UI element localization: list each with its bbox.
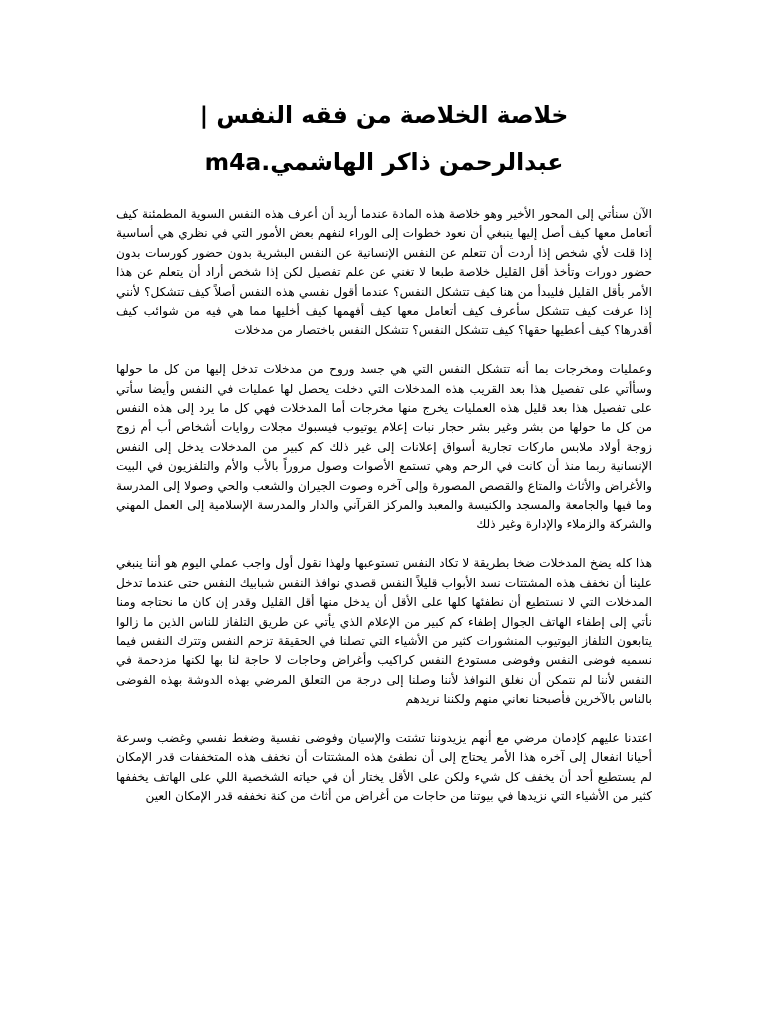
title-line-2: عبدالرحمن ذاكر الهاشمي.m4a — [204, 148, 564, 176]
document-title — [100, 92, 668, 186]
paragraph-3: هذا كله يضخ المدخلات ضخا بطريقة لا تكاد النفس تستوعبها ولهذا نقول أول واجب عملي اليوم هو أننا ينبغي علينا أن نخفف هذه المشتتات نسد الأبواب قليلاً النفس قصدي نوافذ النفس شبابيك النفس حتى عندما تدخل المدخلات التي لا نستطيع أن نطفئها كلها على الأقل أن يدخل منها أقل القليل وقدر إن كان ما نحتاجه ومنا نأتي إلى إطفاء الهاتف الجوال إطفاء كم كبير من الإعلام الذي يأتي عن طريق التلفاز للناس الذين ما زالوا يتابعون التلفاز اليوتيوب المنشورات كثير من الأشياء التي تصلنا في الحقيقة تزحم النفس وتترك النفس فيما نسميه فوضى النفس وفوضى مستودع النفس كراكيب وأغراض وحاجات لا حاجة لنا بها لكنها مزدحمة في النفس لأننا لم نتمكن أن نغلق النوافذ لأننا وصلنا إلى درجة من التعلق المرضي بهذه الدوشة بهذه الفوضى بالناس بالآخرين فأصبحنا نعاني منهم ولكننا نريدهم — [116, 556, 652, 707]
paragraph-1: الآن سنأتي إلى المحور الأخير وهو خلاصة هذه المادة عندما أريد أن أعرف هذه النفس السوية المطمئنة كيف أتعامل معها كيف أصل إليها ينبغي أن نعود خطوات إلى الوراء لنفهم بعض الأمور التي في نظري هي أساسية إذا قلت لأي شخص إذا أردت أن تتعلم عن النفس الإنسانية عن النفس البشرية بدون حضور كورسات بدون حضور دورات وتأخذ أقل القليل خلاصة طبعا لا تغني عن علم تفصيل لكن إذا شخص أراد أن يتعلم عن هذا الأمر بأقل القليل فليبدأ من هنا كيف تتشكل النفس؟ عندما أقول نفسي هذه النفس أصلاً كيف تتشكل؟ لأنني إذا عرفت كيف تتشكل سأعرف كيف أتعامل معها كيف أفهمها كيف أخليها مما هي فيه من شوائب كيف أقدرها؟ كيف أعطيها حقها؟ كيف تتشكل النفس؟ تتشكل النفس باختصار من مدخلات — [116, 207, 652, 338]
paragraph-4: اعتدنا عليهم كإدمان مرضي مع أنهم يزيدوننا تشتت والإسيان وفوضى نفسية وضغط نفسي وغضب وسرعة أحيانا انفعال إلى آخره هذا الأمر يحتاج إلى أن نطفئ هذه المشتتات أن نخفف هذه المتخففات قدر الإمكان لم يستطيع أحد أن يخفف كل شيء ولكن على الأقل يختار أن في حياته الشخصية اللي على الهاتف يخففها كثير من الأشياء التي نزيدها في بيوتنا من حاجات من أغراض من أثاث من كنة نخففه قدر الإمكان العين — [116, 730, 652, 804]
document-body — [116, 205, 652, 826]
paragraph-2: وعمليات ومخرجات بما أنه تتشكل النفس التي هي جسد وروح من مدخلات تدخل إليها من كل ما حولها وسأأتي على تفصيل هذا بعد القريب هذه المدخلات التي دخلت يحصل لها عمليات في النفس وأيضا سأتي على تفصيل هذا بعد قليل هذه العمليات يخرج منها مخرجات أما المدخلات فهي كل ما يرد إلى هذه النفس من كل ما حولها من بشر وغير بشر حجار نبات إعلام يوتيوب فيسبوك مجلات روايات أشخاص أب أم زوج زوجة أولاد ملابس ماركات تجارية أسواق إعلانات إلى غير ذلك كم كبير من المدخلات يدخل إلى النفس الإنسانية ربما منذ أن كانت في الرحم وهي تستمع الأصوات وصول مروراً بالأب والأم والتلفزيون في البيت والأغراض والأثاث والمتاع والقصص المصورة وإلى آخره وصوت الجيران والشعب والحي وصولا إلى المدرسة وما فيها والجامعة والمسجد والكنيسة والمعبد والمركز القرآني والدار والمدرسة الإسلامية إلى العمل المهني والشركة والزملاء والإدارة وغير ذلك — [116, 362, 652, 532]
title-line-1: خلاصة الخلاصة من فقه النفس | — [199, 101, 569, 129]
